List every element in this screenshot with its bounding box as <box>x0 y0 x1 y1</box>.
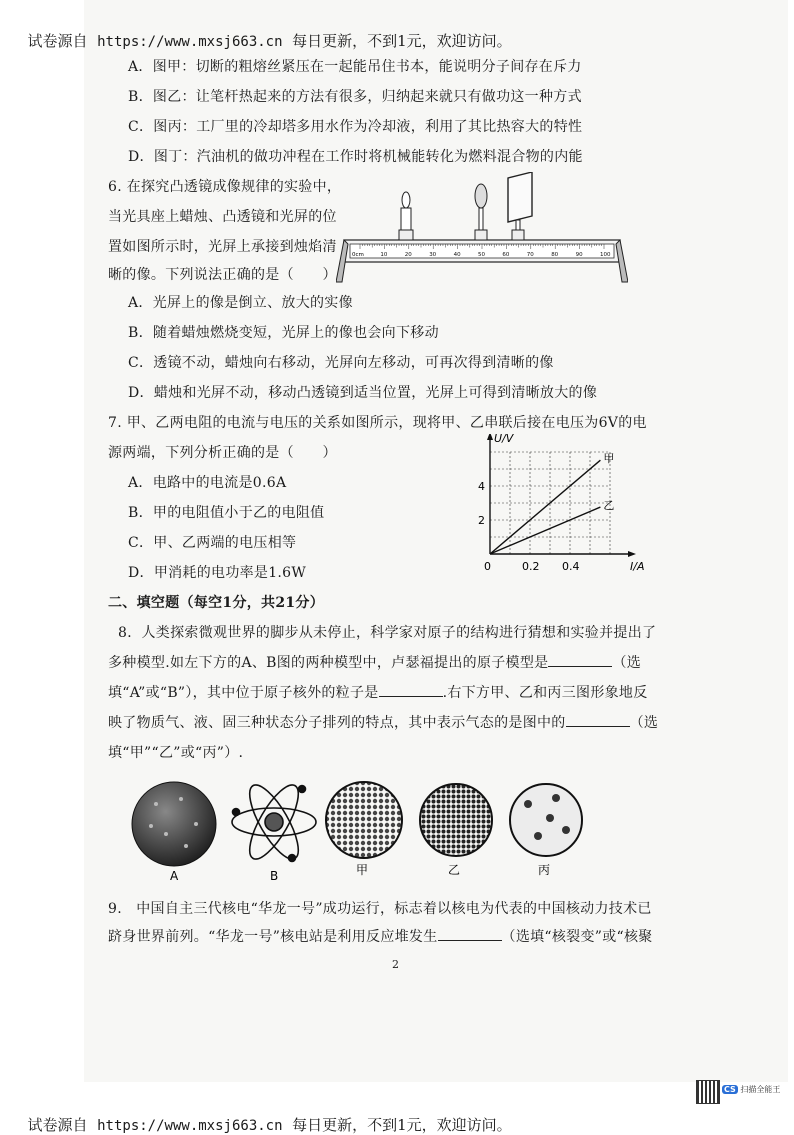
ruler-tick-label: 70 <box>526 252 534 258</box>
q8-text: （选 <box>612 655 642 671</box>
ruler-tick-label: 90 <box>575 252 583 258</box>
q7-option-d: D．甲消耗的电功率是1.6W <box>128 565 307 581</box>
q9-text: （选填“核裂变”或“核聚 <box>501 929 653 945</box>
page-header <box>18 12 512 51</box>
y-axis-label: U/V <box>494 434 514 445</box>
series-line <box>490 460 600 554</box>
ruler-tick-label: 20 <box>404 252 412 258</box>
page-number: 2 <box>392 958 400 971</box>
footer-note: 每日更新，不到1元，欢迎访问。 <box>292 1116 512 1134</box>
q8-text: 填“A”或“B”），其中位于原子核外的粒子是 <box>108 685 379 701</box>
cs-badge: CS <box>724 1085 736 1094</box>
q8-line-4 <box>108 712 658 732</box>
qr-code-icon <box>696 1080 720 1104</box>
x-tick-label: 0.4 <box>562 560 580 573</box>
q9-text: 跻身世界前列。“华龙一号”核电站是利用反应堆发生 <box>108 929 438 945</box>
q6-option-d: D．蜡烛和光屏不动，移动凸透镜到适当位置，光屏上可得到清晰放大的像 <box>128 385 598 401</box>
q9-line-1: 9. 中国自主三代核电“华龙一号”成功运行，标志着以核电为代表的中国核动力技术已 <box>108 901 652 917</box>
ruler-tick-label: 80 <box>551 252 559 258</box>
model-b-nuclear-atom <box>232 779 316 866</box>
q7-stem-1: 7. 甲、乙两电阻的电流与电压的关系如图所示，现将甲、乙串联后接在电压为6V的电 <box>108 415 647 431</box>
q8-line-2 <box>108 652 641 672</box>
q6-option-c: C．透镜不动，蜡烛向右移动，光屏向左移动，可再次得到清晰的像 <box>128 355 554 371</box>
x-tick-label: 0.2 <box>522 560 540 573</box>
ruler-tick-label: 50 <box>478 252 485 258</box>
footer-url[interactable]: https://www.mxsj663.cn <box>97 1118 283 1134</box>
ruler-unit: 0cm <box>352 252 364 258</box>
state-yi <box>420 784 492 856</box>
q8-text: 多种模型.如左下方的A、B图的两种模型中，卢瑟福提出的原子模型是 <box>108 655 549 671</box>
caption-yi: 乙 <box>448 863 461 877</box>
q6-stem-4: 晰的像。下列说法正确的是（ ） <box>108 267 337 283</box>
y-tick-label: 4 <box>478 480 485 493</box>
answer-blank-3[interactable] <box>566 714 630 727</box>
q7-option-a: A．电路中的电流是0.6A <box>128 475 287 491</box>
q8-text: .右下方甲、乙和丙三图形象地反 <box>442 685 648 701</box>
scanner-logo <box>722 1084 780 1095</box>
ruler-tick-label: 10 <box>380 252 388 258</box>
convex-lens <box>475 184 487 240</box>
q8-line-3 <box>108 682 648 702</box>
q5-option-a: A．图甲：切断的粗熔丝紧压在一起能吊住书本，能说明分子间存在斥力 <box>128 59 582 75</box>
q8-line-1: 8．人类探索微观世界的脚步从未停止，科学家对原子的结构进行猜想和实验并提出了 <box>118 625 657 641</box>
q6-option-b: B．随着蜡烛燃烧变短，光屏上的像也会向下移动 <box>128 325 439 341</box>
caption-jia: 甲 <box>356 863 369 877</box>
header-note: 每日更新，不到1元，欢迎访问。 <box>292 32 512 50</box>
q8-text: 映了物质气、液、固三种状态分子排列的特点，其中表示气态的是图中的 <box>108 715 566 731</box>
q7-option-c: C．甲、乙两端的电压相等 <box>128 535 297 551</box>
answer-blank-1[interactable] <box>548 654 612 667</box>
y-tick-label: 2 <box>478 514 485 527</box>
ruler-tick-label: 40 <box>453 252 461 258</box>
q6-stem-3: 置如图所示时，光屏上承接到烛焰清 <box>108 239 337 255</box>
header-site: 试卷源自 <box>27 32 88 50</box>
series-label: 甲 <box>603 452 615 466</box>
optical-bench-figure <box>336 172 628 284</box>
q6-stem-2: 当光具座上蜡烛、凸透镜和光屏的位 <box>108 209 337 225</box>
iv-graph <box>466 434 646 582</box>
q6-option-a: A．光屏上的像是倒立、放大的实像 <box>128 295 353 311</box>
q5-option-d: D．图丁：汽油机的做功冲程在工作时将机械能转化为燃料混合物的内能 <box>128 149 583 165</box>
series-line <box>490 507 600 554</box>
series-label: 乙 <box>603 499 615 513</box>
scanner-name: 扫描全能王 <box>740 1085 781 1094</box>
atom-models-figure <box>126 774 596 884</box>
q5-option-c: C．图丙：工厂里的冷却塔多用水作为冷却液，利用了其比热容大的特性 <box>128 119 583 135</box>
ruler-tick-label: 30 <box>429 252 437 258</box>
state-bing <box>510 784 582 856</box>
caption-b: B <box>270 869 279 883</box>
ruler-tick-label: 100 <box>600 252 611 258</box>
q7-option-b: B．甲的电阻值小于乙的电阻值 <box>128 505 325 521</box>
y-axis-arrow <box>487 434 493 440</box>
answer-blank-2[interactable] <box>379 684 443 697</box>
footer-site: 试卷源自 <box>27 1116 88 1134</box>
q6-stem-1: 6. 在探究凸透镜成像规律的实验中， <box>108 179 342 195</box>
header-url[interactable]: https://www.mxsj663.cn <box>97 34 283 50</box>
section-2-title: 二、填空题（每空1分，共21分） <box>108 595 325 611</box>
q5-option-b: B．图乙：让笔杆热起来的方法有很多，归纳起来就只有做功这一种方式 <box>128 89 582 105</box>
q7-stem-2: 源两端，下列分析正确的是（ ） <box>108 445 337 461</box>
origin-label: 0 <box>484 560 491 573</box>
caption-bing: 丙 <box>538 863 551 877</box>
x-axis-label: I/A <box>630 560 645 573</box>
x-axis-arrow <box>628 551 636 557</box>
model-a-plum-pudding <box>132 782 216 866</box>
caption-a: A <box>170 869 179 883</box>
q9-line-2 <box>108 926 653 946</box>
q8-text: （选 <box>629 715 659 731</box>
state-jia <box>326 782 402 858</box>
light-screen <box>508 172 532 240</box>
ruler-tick-label: 60 <box>502 252 510 258</box>
q8-line-5: 填“甲”“乙”或“丙”）. <box>108 745 244 761</box>
page-footer <box>18 1096 512 1135</box>
candle <box>399 192 413 240</box>
answer-blank-4[interactable] <box>438 928 502 941</box>
